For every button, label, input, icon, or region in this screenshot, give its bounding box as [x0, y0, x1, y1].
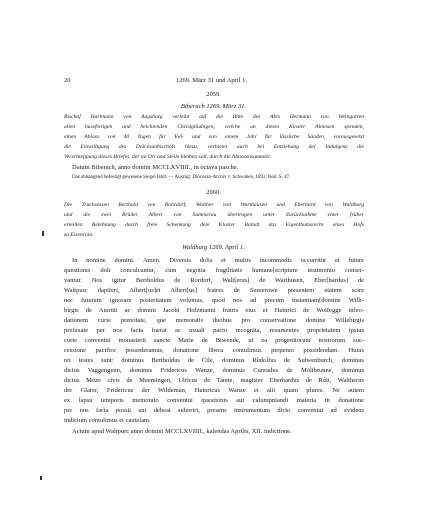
charter-line: dictus Vaggengenn, dominus Fridericus Wanze, dominus Cunradus de Mölibrunne, dominus: [64, 367, 364, 374]
page-number: 20: [64, 77, 71, 84]
summary-line: Bischof Hartmann von Augsburg verleiht auf die Bitte des Abts Hermann von Weingarten: [64, 114, 364, 120]
charter-line: nec futuram ignorare posteritatem volumus, quod nos ad precum instantiam[domine Willi-: [64, 297, 364, 304]
charter-line: curie conventui monasterii sancte Marie de Biwende, ut ea progenitorum nostrorum suc-: [64, 337, 364, 344]
charter-line: dictus Moze civis de Meemingen, Ulricus de Tanne, magister Eberhardus de Rôti, Waltherus: [64, 377, 364, 384]
entry-number: 2059.: [206, 91, 221, 98]
summary-line: die Einwilligung des Diöcesanbischofs hiezu, verbietet auch bei Entziehung der Indulgenz die: [64, 144, 364, 150]
charter-line: rei testes sunt: dominus Bertholdus de Cile, dominus Rûdolfus de Sulwenburch, dominus: [64, 357, 364, 364]
charter-line: Waltpurc dapiferi, Albert[us]et Albert[us] fratres de Sumerowe presentem etatem scire: [64, 287, 364, 294]
charter-line: questionis doli conculcantur, cum negotia fragilitatis humane[scripture testimonio conser-: [64, 267, 364, 274]
archival-note: Das abhangend befestigt gewesene Siegel fehlt. — Auszug: Diöcesan-Archiv v. Schwaben, 1892, Beil. S. 47.: [72, 175, 291, 180]
running-title: 1269. März 31 und April 1.: [176, 77, 247, 84]
entry-number: 2060.: [206, 189, 221, 196]
charter-line: cessione pacifice possederamus, donatione libera contulimus perpetuo possidendam. Huius: [64, 347, 364, 354]
datum-line: Datum Biberach, anno domini MCCLXVIIII., in octava pasche.: [72, 164, 239, 171]
summary-line: erteilten Belehnung durch freie Schenkung dem Kloster Baindt das Eigenthumsrecht eines Hofs: [64, 222, 364, 228]
charter-line: dationem curie prenotate, que memoratis duobus pro conservatione domine Willebirgis: [64, 317, 364, 324]
charter-line: birgis de Ainrüti ac domini Jacobi Holzmanni fratris eius et Hainrici de Wolfegge infeo-: [64, 307, 364, 314]
entry-place-date: Biberach 1269. März 31.: [180, 103, 247, 110]
entry-place-date: Waldburg 1269. April 1.: [182, 244, 245, 251]
summary-line: Verschleppung dieses Briefes, der an Ort und Stelle bleiben soll, durch die Almosensammler.: [64, 154, 272, 160]
charter-line: vantur. Nos igitur Bertholdus de Rordorf, Walt[erus] de Warthusen, Eber[hardus] de: [64, 277, 364, 284]
charter-line: In nomine domini. Amen. Diversis dolis et multis incommodis occurritur et future: [72, 257, 364, 264]
closing-line: Actum apud Waltpurc anno domini MCCLXVIIII., kalendas Aprilis, XII. indictione.: [72, 428, 292, 435]
summary-line: zu Eisenrain.: [64, 232, 94, 238]
summary-line: Die Truchsessen Berthold von Rohrdorf, Walther von Warthausen und Eberhard von Waldburg: [64, 202, 364, 208]
charter-line: der Glarer, Fridericus der Wildeman, Hainricus Wanze et alii quam plures. Ne autem: [64, 387, 364, 394]
summary-line: und die zwei Brüder Albert von Summerau übertragen unter Zurücknahme einer früher: [64, 212, 364, 218]
scan-mark: [40, 476, 42, 480]
charter-line: indicium contulimus et cautelam.: [64, 417, 151, 424]
charter-line: per nos facta possit aut debeat suboriri, presens instrumentum dicto conventui ad evidens: [64, 407, 364, 414]
summary-line: einen Ablass von 40 Tagen für Tod- und von einem Jahr für lässliche Sünden, vorausgesetzt: [64, 134, 364, 140]
summary-line: allen bussfertigen und beichtenden Christgläubigen, welche an dieses Kloster Almosen spenden,: [64, 124, 364, 130]
scan-mark: [42, 231, 44, 236]
charter-line: prefaxate per nos facta fuerat ac usuali pacto recognita, resumentes proprietatem ipsius: [64, 327, 364, 334]
charter-line: ex lapsu temporis memorato conventui questionis aut calumpniandi materia in donatione: [64, 397, 364, 404]
